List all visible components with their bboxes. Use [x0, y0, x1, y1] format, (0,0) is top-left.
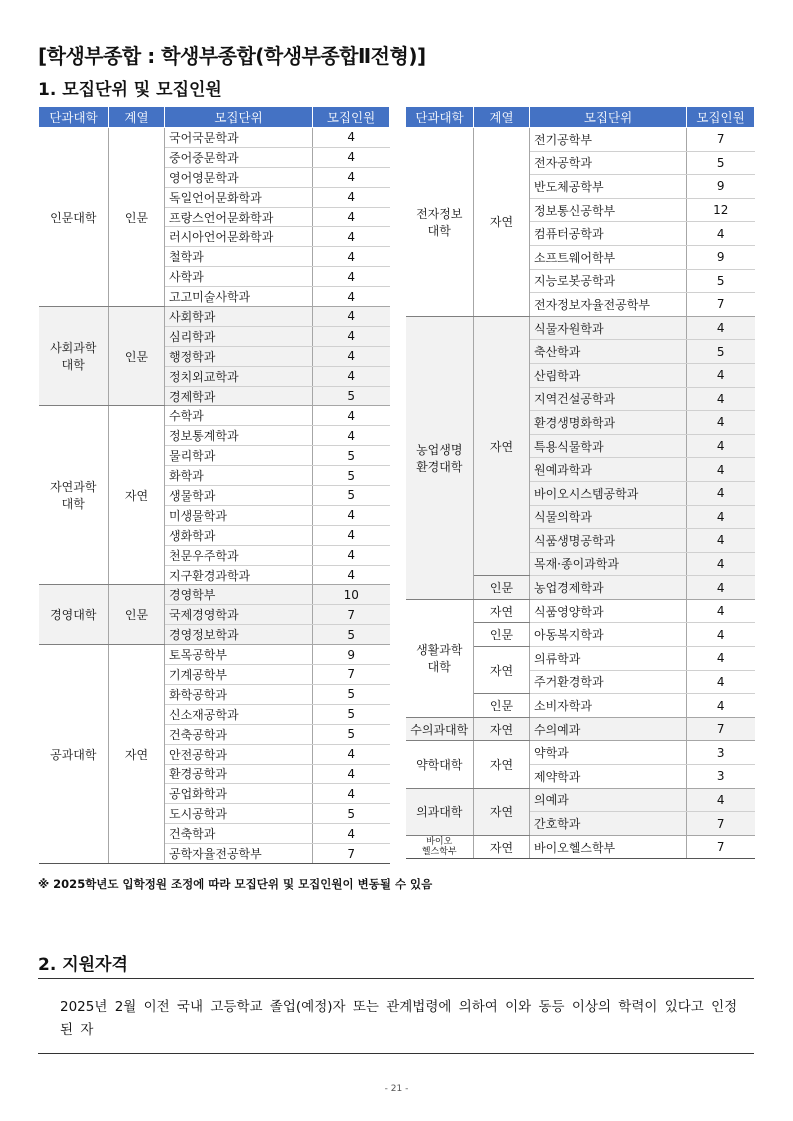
unit-name: 식물자원학과 — [530, 316, 687, 340]
unit-name: 지구환경과학과 — [165, 565, 313, 585]
unit-name: 행정학과 — [165, 346, 313, 366]
recruitment-table-right — [405, 106, 755, 859]
page-number: - 21 - — [384, 1084, 409, 1094]
college-cell: 농업생명 환경대학 — [406, 316, 474, 599]
unit-quota: 4 — [313, 247, 390, 267]
unit-quota: 4 — [687, 481, 755, 505]
unit-quota: 4 — [313, 366, 390, 386]
unit-quota: 4 — [687, 623, 755, 647]
track-cell: 자연 — [474, 741, 530, 788]
unit-quota: 4 — [313, 426, 390, 446]
unit-name: 러시아언어문화학과 — [165, 227, 313, 247]
header-unit: 모집단위 — [165, 107, 313, 128]
unit-name: 경영학부 — [165, 585, 313, 605]
unit-name: 제약학과 — [530, 765, 687, 789]
unit-name: 프랑스언어문화학과 — [165, 207, 313, 227]
table-row — [406, 316, 755, 340]
college-cell: 인문대학 — [39, 128, 109, 307]
unit-name: 전자공학과 — [530, 151, 687, 175]
unit-name: 환경생명화학과 — [530, 411, 687, 435]
unit-quota: 7 — [687, 128, 755, 152]
unit-quota: 4 — [313, 744, 390, 764]
college-cell: 공과대학 — [39, 645, 109, 864]
unit-name: 천문우주학과 — [165, 545, 313, 565]
unit-quota: 4 — [687, 363, 755, 387]
track-cell: 자연 — [474, 316, 530, 576]
header-college: 단과대학 — [406, 107, 474, 128]
unit-name: 식품영양학과 — [530, 599, 687, 623]
unit-name: 의예과 — [530, 788, 687, 812]
unit-name: 국제경영학과 — [165, 605, 313, 625]
unit-name: 아동복지학과 — [530, 623, 687, 647]
unit-name: 국어국문학과 — [165, 128, 313, 148]
unit-quota: 4 — [313, 287, 390, 307]
college-cell: 사회과학 대학 — [39, 307, 109, 406]
unit-name: 토목공학부 — [165, 645, 313, 665]
table-row — [39, 585, 390, 605]
unit-quota: 12 — [687, 198, 755, 222]
unit-quota: 9 — [687, 245, 755, 269]
table-row — [406, 788, 755, 812]
unit-quota: 4 — [313, 505, 390, 525]
unit-name: 정보통계학과 — [165, 426, 313, 446]
unit-name: 사학과 — [165, 267, 313, 287]
unit-name: 생화학과 — [165, 525, 313, 545]
unit-quota: 4 — [687, 505, 755, 529]
track-cell: 자연 — [474, 128, 530, 317]
unit-quota: 10 — [313, 585, 390, 605]
track-cell: 인문 — [109, 585, 165, 645]
unit-quota: 5 — [687, 340, 755, 364]
header-quota: 모집인원 — [687, 107, 755, 128]
unit-name: 산림학과 — [530, 363, 687, 387]
unit-name: 건축학과 — [165, 824, 313, 844]
unit-quota: 4 — [313, 784, 390, 804]
track-cell: 인문 — [109, 307, 165, 406]
track-cell: 인문 — [474, 576, 530, 600]
unit-name: 약학과 — [530, 741, 687, 765]
unit-name: 전기공학부 — [530, 128, 687, 152]
track-cell: 자연 — [109, 406, 165, 585]
unit-name: 사회학과 — [165, 307, 313, 327]
table-row — [39, 406, 390, 426]
unit-quota: 7 — [687, 293, 755, 317]
unit-name: 수학과 — [165, 406, 313, 426]
table-row — [39, 645, 390, 665]
college-cell: 바이오 헬스학부 — [406, 835, 474, 859]
section-1-title: 1. 모집단위 및 모집인원 — [38, 80, 222, 100]
college-cell: 경영대학 — [39, 585, 109, 645]
track-cell: 자연 — [109, 645, 165, 864]
unit-quota: 5 — [313, 466, 390, 486]
track-cell: 자연 — [474, 835, 530, 859]
unit-quota: 7 — [313, 665, 390, 685]
unit-name: 반도체공학부 — [530, 175, 687, 199]
divider-top — [38, 978, 754, 979]
unit-quota: 7 — [313, 605, 390, 625]
unit-quota: 4 — [313, 167, 390, 187]
unit-quota: 5 — [313, 625, 390, 645]
unit-name: 주거환경학과 — [530, 670, 687, 694]
header-unit: 모집단위 — [530, 107, 687, 128]
unit-quota: 4 — [313, 128, 390, 148]
unit-quota: 4 — [687, 599, 755, 623]
section-2-title: 2. 지원자격 — [38, 955, 128, 975]
unit-name: 간호학과 — [530, 812, 687, 836]
unit-name: 바이오헬스학부 — [530, 835, 687, 859]
recruitment-table-left — [38, 106, 390, 864]
unit-name: 고고미술사학과 — [165, 287, 313, 307]
eligibility-text: 2025년 2월 이전 국내 고등학교 졸업(예정)자 또는 관계법령에 의하여 이와 동등 이상의 학력이 있다고 인정된 자 — [60, 999, 738, 1038]
unit-name: 소프트웨어학부 — [530, 245, 687, 269]
unit-name: 농업경제학과 — [530, 576, 687, 600]
unit-name: 독일언어문화학과 — [165, 187, 313, 207]
unit-quota: 4 — [313, 307, 390, 327]
unit-quota: 4 — [687, 670, 755, 694]
header-track: 계열 — [109, 107, 165, 128]
unit-name: 미생물학과 — [165, 505, 313, 525]
unit-quota: 4 — [687, 316, 755, 340]
unit-name: 신소재공학과 — [165, 704, 313, 724]
unit-name: 환경공학과 — [165, 764, 313, 784]
track-cell: 자연 — [474, 717, 530, 741]
table-row — [406, 128, 755, 152]
unit-quota: 4 — [687, 411, 755, 435]
table-row — [406, 717, 755, 741]
track-cell: 인문 — [474, 694, 530, 718]
unit-quota: 4 — [313, 227, 390, 247]
unit-quota: 4 — [313, 824, 390, 844]
unit-name: 경영정보학과 — [165, 625, 313, 645]
unit-quota: 4 — [687, 788, 755, 812]
unit-name: 소비자학과 — [530, 694, 687, 718]
unit-name: 화학과 — [165, 466, 313, 486]
unit-name: 철학과 — [165, 247, 313, 267]
unit-name: 공학자율전공학부 — [165, 844, 313, 864]
table-row — [406, 835, 755, 859]
unit-quota: 5 — [687, 269, 755, 293]
unit-quota: 7 — [313, 844, 390, 864]
table-row — [406, 741, 755, 765]
unit-name: 안전공학과 — [165, 744, 313, 764]
unit-quota: 4 — [313, 545, 390, 565]
track-cell: 자연 — [474, 647, 530, 694]
unit-quota: 9 — [687, 175, 755, 199]
unit-quota: 4 — [687, 576, 755, 600]
track-cell: 인문 — [109, 128, 165, 307]
table-row — [39, 128, 390, 148]
unit-name: 컴퓨터공학과 — [530, 222, 687, 246]
unit-quota: 4 — [313, 346, 390, 366]
unit-quota: 5 — [313, 446, 390, 466]
unit-name: 화학공학과 — [165, 684, 313, 704]
table-row — [406, 599, 755, 623]
college-cell: 전자정보 대학 — [406, 128, 474, 317]
document-title: [학생부종합 : 학생부종합(학생부종합Ⅱ전형)] — [38, 44, 426, 68]
unit-name: 건축공학과 — [165, 724, 313, 744]
unit-name: 영어영문학과 — [165, 167, 313, 187]
unit-quota: 5 — [313, 704, 390, 724]
unit-quota: 7 — [687, 835, 755, 859]
header-quota: 모집인원 — [313, 107, 390, 128]
unit-quota: 4 — [313, 326, 390, 346]
unit-name: 축산학과 — [530, 340, 687, 364]
unit-quota: 5 — [313, 684, 390, 704]
college-cell: 의과대학 — [406, 788, 474, 835]
unit-quota: 4 — [313, 147, 390, 167]
college-cell: 약학대학 — [406, 741, 474, 788]
unit-quota: 4 — [687, 529, 755, 553]
unit-quota: 4 — [687, 694, 755, 718]
unit-quota: 4 — [313, 565, 390, 585]
unit-quota: 7 — [687, 717, 755, 741]
unit-quota: 4 — [313, 267, 390, 287]
unit-quota: 4 — [687, 222, 755, 246]
unit-name: 지역건설공학과 — [530, 387, 687, 411]
unit-quota: 5 — [313, 804, 390, 824]
unit-name: 생물학과 — [165, 486, 313, 506]
unit-quota: 4 — [687, 647, 755, 671]
unit-quota: 7 — [687, 812, 755, 836]
unit-name: 물리학과 — [165, 446, 313, 466]
unit-quota: 9 — [313, 645, 390, 665]
unit-name: 공업화학과 — [165, 784, 313, 804]
unit-quota: 4 — [313, 764, 390, 784]
unit-quota: 3 — [687, 741, 755, 765]
unit-quota: 4 — [687, 458, 755, 482]
quota-change-note: ※ 2025학년도 입학정원 조정에 따라 모집단위 및 모집인원이 변동될 수 있음 — [38, 877, 433, 891]
college-cell: 수의과대학 — [406, 717, 474, 741]
track-cell: 자연 — [474, 599, 530, 623]
unit-quota: 4 — [687, 552, 755, 576]
unit-name: 의류학과 — [530, 647, 687, 671]
unit-quota: 4 — [313, 187, 390, 207]
unit-quota: 5 — [687, 151, 755, 175]
track-cell: 자연 — [474, 788, 530, 835]
unit-name: 중어중문학과 — [165, 147, 313, 167]
unit-name: 특용식물학과 — [530, 434, 687, 458]
divider-bottom — [38, 1053, 754, 1054]
unit-name: 심리학과 — [165, 326, 313, 346]
unit-quota: 5 — [313, 486, 390, 506]
unit-name: 경제학과 — [165, 386, 313, 406]
unit-quota: 5 — [313, 386, 390, 406]
unit-name: 수의예과 — [530, 717, 687, 741]
unit-quota: 4 — [313, 207, 390, 227]
unit-name: 바이오시스템공학과 — [530, 481, 687, 505]
unit-name: 식물의학과 — [530, 505, 687, 529]
track-cell: 인문 — [474, 623, 530, 647]
unit-name: 전자정보자율전공학부 — [530, 293, 687, 317]
unit-name: 도시공학과 — [165, 804, 313, 824]
unit-quota: 4 — [313, 406, 390, 426]
unit-quota: 4 — [687, 387, 755, 411]
unit-name: 기계공학부 — [165, 665, 313, 685]
unit-name: 목재·종이과학과 — [530, 552, 687, 576]
unit-quota: 5 — [313, 724, 390, 744]
unit-quota: 4 — [313, 525, 390, 545]
table-row — [39, 307, 390, 327]
header-track: 계열 — [474, 107, 530, 128]
college-cell: 생활과학 대학 — [406, 599, 474, 717]
unit-name: 원예과학과 — [530, 458, 687, 482]
college-cell: 자연과학 대학 — [39, 406, 109, 585]
unit-name: 정치외교학과 — [165, 366, 313, 386]
header-college: 단과대학 — [39, 107, 109, 128]
unit-name: 정보통신공학부 — [530, 198, 687, 222]
unit-name: 식품생명공학과 — [530, 529, 687, 553]
unit-quota: 4 — [687, 434, 755, 458]
unit-quota: 3 — [687, 765, 755, 789]
unit-name: 지능로봇공학과 — [530, 269, 687, 293]
